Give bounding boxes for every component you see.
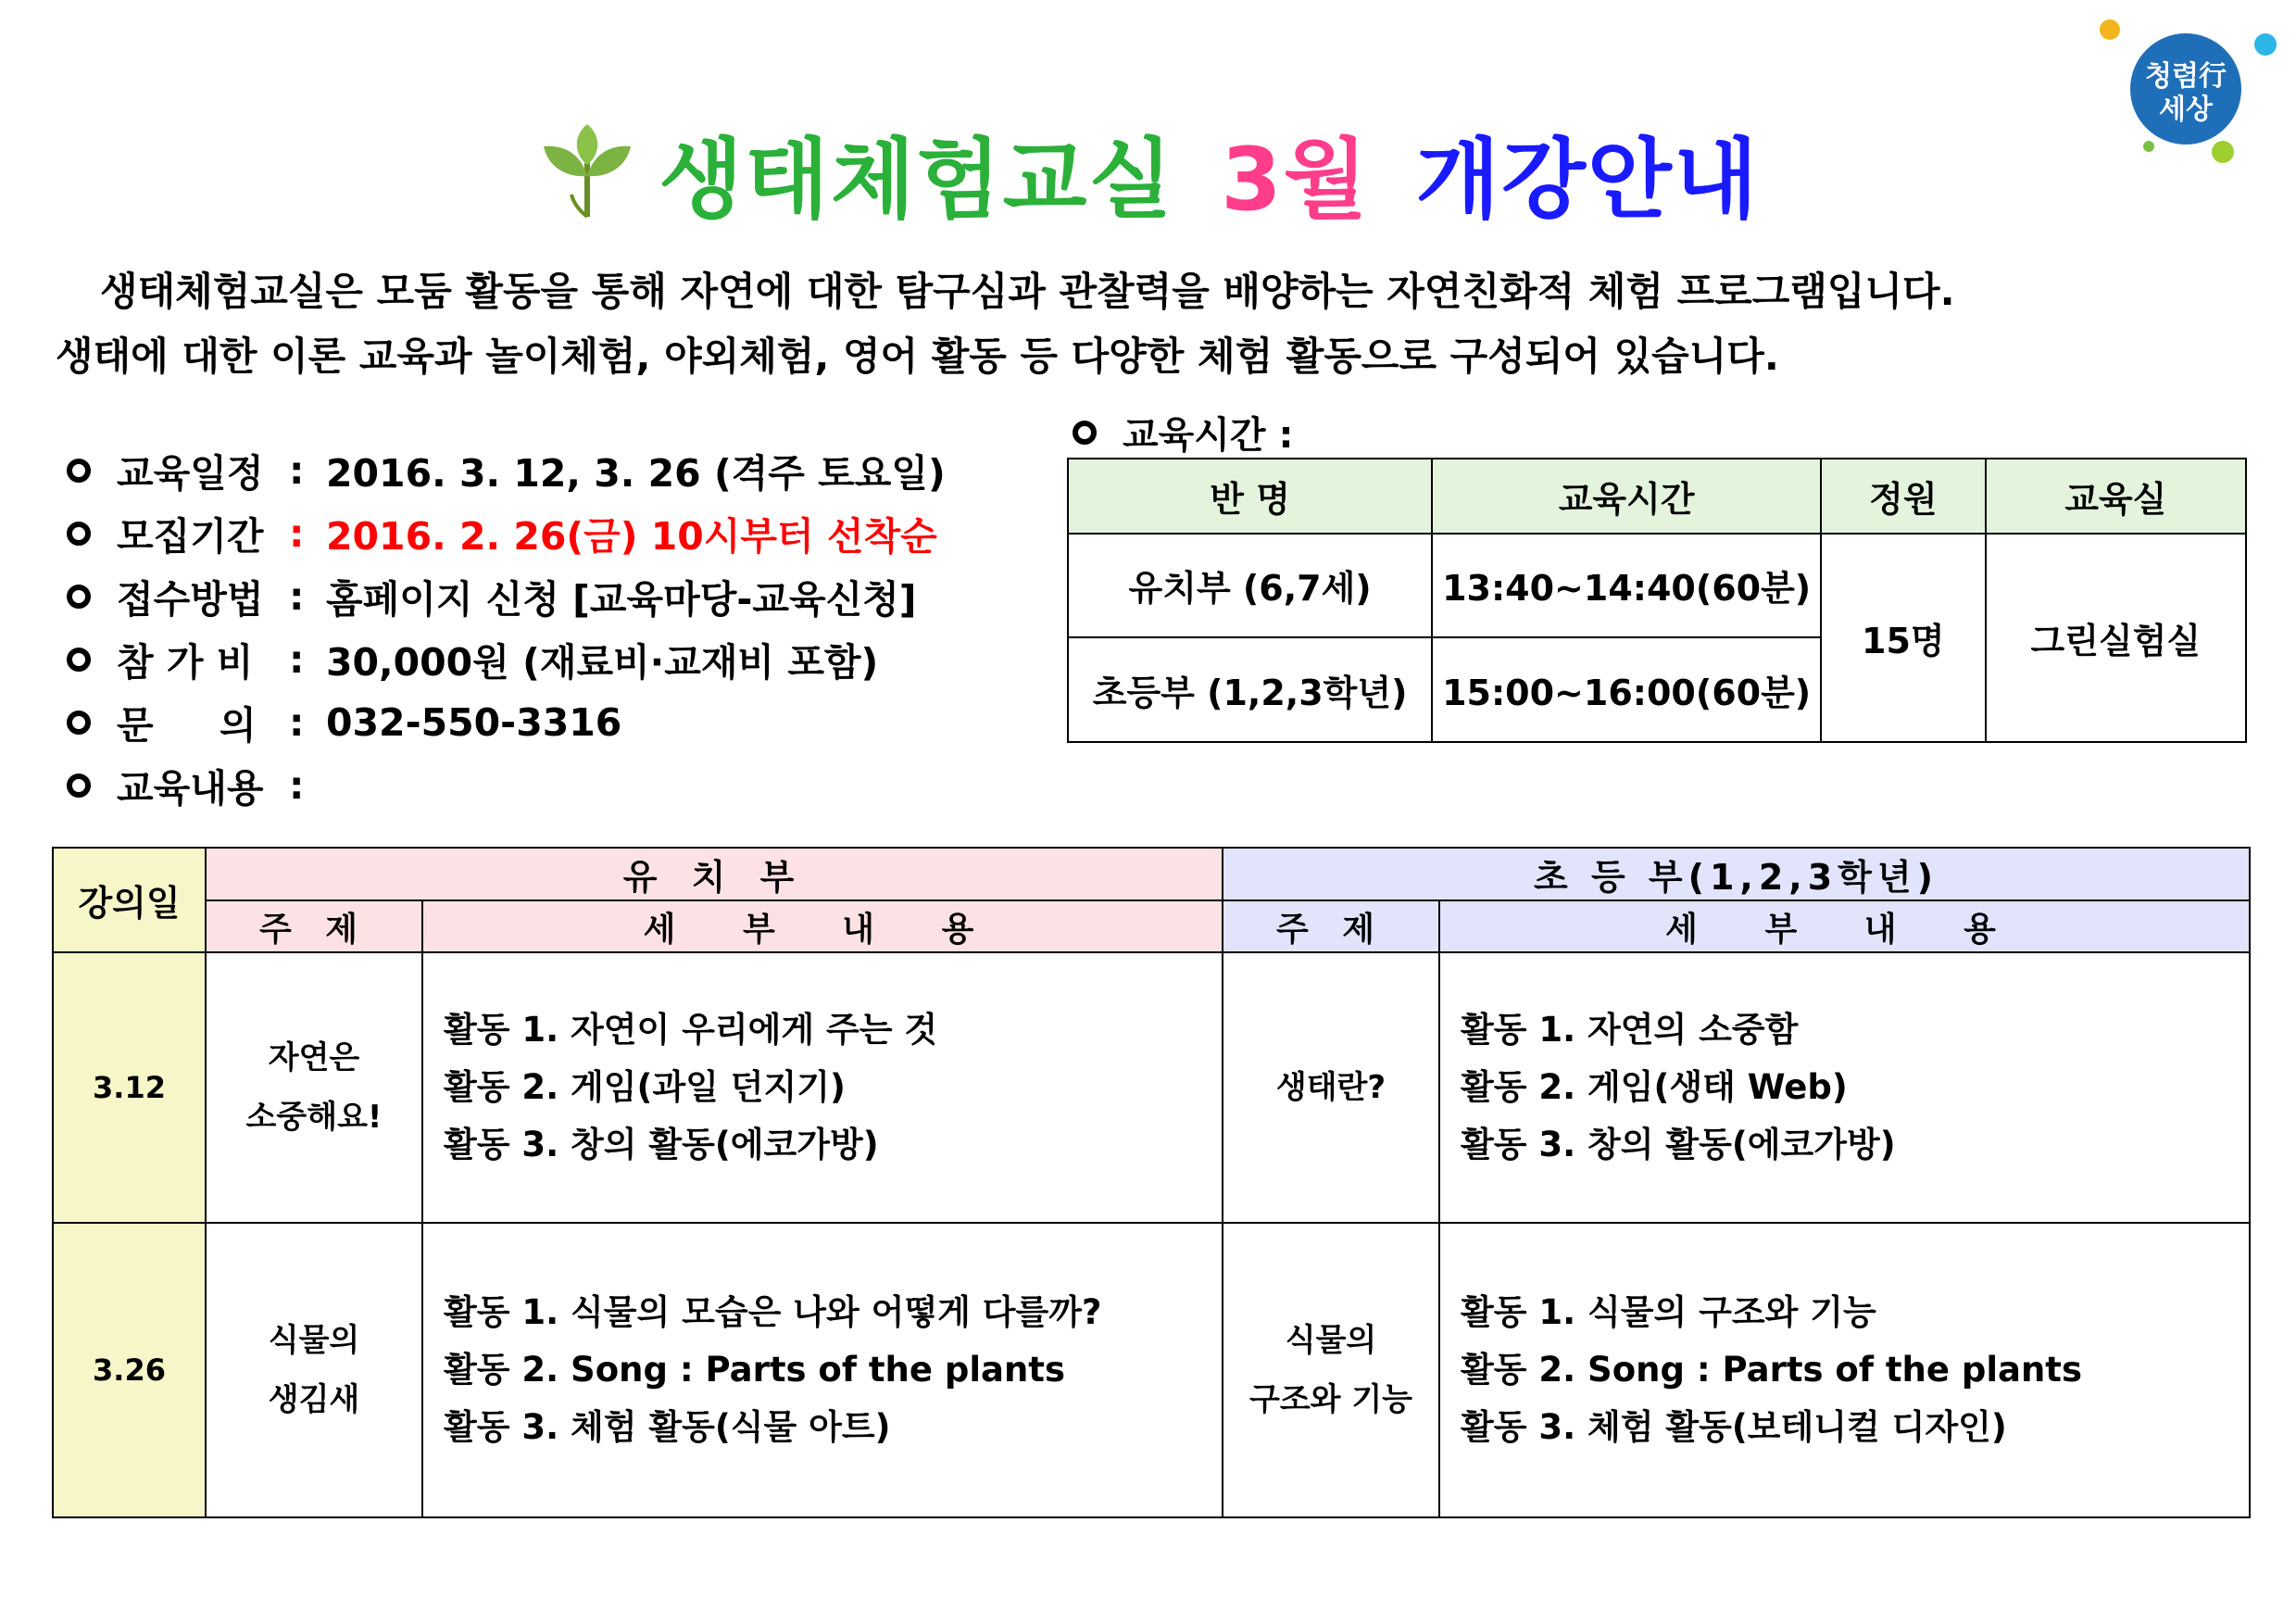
kinder-details <box>422 1223 1223 1517</box>
time-table-header-row <box>1068 459 2246 534</box>
activity-item: 활동 3. 체험 활동(식물 아트) <box>444 1407 891 1447</box>
kinder-topic <box>206 952 422 1223</box>
topic-line: 자연은 <box>268 1039 360 1076</box>
intro-line-2: 생태에 대한 이론 교육과 놀이체험, 야외체험, 영어 활동 등 다양한 체험 활동으로 구성되어 있습니다. <box>56 333 1779 379</box>
circle-bullet-icon <box>67 585 91 609</box>
topic-line: 식물의 <box>268 1322 360 1359</box>
info-label: 교육내용 <box>117 766 264 811</box>
intro-line-1: 생태체험교실은 모둠 활동을 통해 자연에 대한 탐구심과 관찰력을 배양하는 자연친화적 체험 프로그램입니다. <box>100 269 1955 314</box>
class-name: 초등부 (1,2,3학년) <box>1068 637 1432 742</box>
topic-line: 소중해요! <box>245 1099 383 1136</box>
capacity: 15명 <box>1821 534 1986 742</box>
elem-topic-header: 주 제 <box>1223 900 1439 952</box>
elem-detail-header: 세 부 내 용 <box>1439 900 2250 952</box>
circle-bullet-icon <box>1073 421 1097 445</box>
title-main: 생태체험교실 <box>659 129 1175 231</box>
kinder-topic-header: 주 제 <box>206 900 422 952</box>
activity-item: 활동 3. 창의 활동(에코가방) <box>1461 1125 1896 1164</box>
info-label: 참 가 비 <box>117 640 254 685</box>
room: 그린실험실 <box>1986 534 2246 742</box>
table-row <box>53 1223 2250 1517</box>
class-time: 13:40~14:40(60분) <box>1432 534 1821 638</box>
topic-line: 구조와 기능 <box>1248 1381 1413 1418</box>
circle-bullet-icon <box>67 648 91 672</box>
activity-item: 활동 1. 식물의 구조와 기능 <box>1461 1292 1876 1332</box>
header-time: 교육시간 <box>1432 459 1821 534</box>
colon: : <box>289 699 305 745</box>
topic-line: 생김새 <box>268 1381 360 1418</box>
circle-bullet-icon <box>67 459 91 483</box>
info-apply <box>67 569 917 623</box>
info-contact <box>67 695 621 749</box>
info-label: 모집기간 <box>117 514 264 559</box>
activity-item: 활동 2. Song : Parts of the plants <box>444 1350 1066 1390</box>
lecture-date: 3.26 <box>53 1223 206 1517</box>
activity-item: 활동 1. 자연의 소중함 <box>1461 1010 1799 1050</box>
header-class-name: 반 명 <box>1068 459 1432 534</box>
curriculum-subheader-row <box>53 900 2250 952</box>
table-row <box>53 952 2250 1223</box>
curriculum-header-row <box>53 848 2250 900</box>
info-label: 접수방법 <box>117 577 264 622</box>
info-value: 2016. 2. 26(금) 10시부터 선착순 <box>326 514 937 559</box>
circle-bullet-icon <box>67 522 91 546</box>
lecture-date: 3.12 <box>53 952 206 1223</box>
info-fee <box>67 632 878 686</box>
colon: : <box>289 762 305 808</box>
title-notice: 개강안내 <box>1415 129 1760 231</box>
circle-bullet-icon <box>67 711 91 735</box>
logo-text-top: 청렴行 <box>2145 60 2227 93</box>
activity-item: 활동 2. 게임(과일 던지기) <box>444 1067 846 1107</box>
activity-item: 활동 3. 창의 활동(에코가방) <box>444 1125 879 1164</box>
info-content <box>67 758 326 812</box>
elem-header: 초 등 부(1,2,3학년) <box>1223 848 2250 900</box>
table-row <box>1068 534 2246 638</box>
kinder-topic <box>206 1223 422 1517</box>
circle-bullet-icon <box>67 774 91 798</box>
info-label: 교육일정 <box>117 451 264 496</box>
info-schedule <box>67 443 946 497</box>
elem-details <box>1439 952 2250 1223</box>
title-month: 3월 <box>1221 129 1370 231</box>
topic-line: 생태란? <box>1275 1069 1386 1106</box>
time-table <box>1067 458 2247 743</box>
kinder-details <box>422 952 1223 1223</box>
time-section-label <box>1073 406 1293 459</box>
header-room: 교육실 <box>1986 459 2246 534</box>
info-value: 032-550-3316 <box>326 699 622 745</box>
info-value: 2016. 3. 12, 3. 26 (격주 토요일) <box>326 451 946 496</box>
activity-item: 활동 3. 체험 활동(보테니컬 디자인) <box>1461 1407 2007 1447</box>
date-header: 강의일 <box>53 848 206 952</box>
class-name: 유치부 (6,7세) <box>1068 534 1432 638</box>
colon: : <box>289 573 305 619</box>
colon: : <box>289 636 305 682</box>
info-value: 홈페이지 신청 [교육마당-교육신청] <box>326 577 917 622</box>
header-capacity: 정원 <box>1821 459 1986 534</box>
info-label: 문 의 <box>117 703 257 748</box>
activity-item: 활동 2. Song : Parts of the plants <box>1461 1350 2083 1390</box>
activity-item: 활동 1. 자연이 우리에게 주는 것 <box>444 1010 938 1050</box>
kinder-header: 유 치 부 <box>206 848 1223 900</box>
sprout-icon <box>536 120 638 222</box>
time-label: 교육시간 : <box>1123 414 1294 457</box>
logo-text-bottom: 세상 <box>2159 94 2213 126</box>
activity-item: 활동 1. 식물의 모습은 나와 어떻게 다를까? <box>444 1292 1102 1332</box>
info-recruit <box>67 506 937 560</box>
topic-line: 식물의 <box>1285 1322 1377 1359</box>
kinder-detail-header: 세 부 내 용 <box>422 900 1223 952</box>
colon: : <box>289 510 305 556</box>
class-time: 15:00~16:00(60분) <box>1432 637 1821 742</box>
info-value: 30,000원 (재료비·교재비 포함) <box>326 640 879 685</box>
elem-topic <box>1223 1223 1439 1517</box>
elem-topic <box>1223 952 1439 1223</box>
elem-details <box>1439 1223 2250 1517</box>
activity-item: 활동 2. 게임(생태 Web) <box>1461 1067 1848 1107</box>
page-title <box>0 111 2296 232</box>
colon: : <box>289 447 305 493</box>
curriculum-table <box>52 847 2251 1518</box>
